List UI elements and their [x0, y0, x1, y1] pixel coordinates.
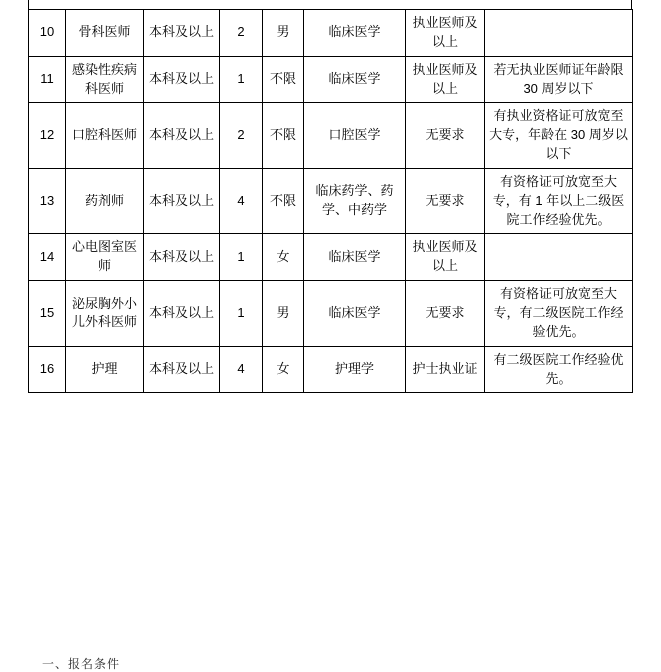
cell-number: 4 — [220, 346, 263, 393]
cell-no: 16 — [29, 346, 66, 393]
cell-no: 13 — [29, 168, 66, 234]
cell-no: 15 — [29, 281, 66, 347]
cell-education: 本科及以上 — [144, 346, 220, 393]
cell-education: 本科及以上 — [144, 10, 220, 57]
cell-sex: 不限 — [263, 56, 304, 103]
cell-note — [485, 234, 633, 281]
cell-major: 临床医学 — [304, 281, 406, 347]
cell-education: 本科及以上 — [144, 234, 220, 281]
table-row — [29, 168, 633, 234]
cell-certificate: 执业医师及以上 — [406, 56, 485, 103]
cell-education: 本科及以上 — [144, 168, 220, 234]
cell-post: 感染性疾病科医师 — [66, 56, 144, 103]
cell-certificate: 护士执业证 — [406, 346, 485, 393]
cell-certificate: 执业医师及以上 — [406, 10, 485, 57]
cell-post: 护理 — [66, 346, 144, 393]
cell-certificate: 执业医师及以上 — [406, 234, 485, 281]
table-row — [29, 234, 633, 281]
cell-post: 骨科医师 — [66, 10, 144, 57]
cell-post: 药剂师 — [66, 168, 144, 234]
cell-number: 1 — [220, 234, 263, 281]
cell-major: 临床医学 — [304, 10, 406, 57]
cell-note: 有二级医院工作经验优先。 — [485, 346, 633, 393]
cell-education: 本科及以上 — [144, 56, 220, 103]
cell-note: 有资格证可放宽至大专，有二级医院工作经验优先。 — [485, 281, 633, 347]
cell-note: 若无执业医师证年龄限 30 周岁以下 — [485, 56, 633, 103]
cell-no: 11 — [29, 56, 66, 103]
table-row — [29, 281, 633, 347]
cell-number: 2 — [220, 10, 263, 57]
cell-post: 口腔科医师 — [66, 103, 144, 169]
cell-major: 临床医学 — [304, 234, 406, 281]
cell-note: 有资格证可放宽至大专，有 1 年以上二级医院工作经验优先。 — [485, 168, 633, 234]
cell-major: 护理学 — [304, 346, 406, 393]
cell-major: 口腔医学 — [304, 103, 406, 169]
cell-education: 本科及以上 — [144, 103, 220, 169]
recruitment-requirements-table — [28, 9, 633, 393]
cell-note — [485, 10, 633, 57]
cell-number: 2 — [220, 103, 263, 169]
cell-no: 10 — [29, 10, 66, 57]
table-row — [29, 103, 633, 169]
cell-sex: 不限 — [263, 103, 304, 169]
cell-note: 有执业资格证可放宽至大专，年龄在 30 周岁以以下 — [485, 103, 633, 169]
table-top-continuation-rule — [28, 0, 632, 9]
table-row — [29, 346, 633, 393]
cell-sex: 女 — [263, 234, 304, 281]
cell-number: 1 — [220, 56, 263, 103]
table-row — [29, 10, 633, 57]
cell-post: 心电图室医师 — [66, 234, 144, 281]
cell-no: 12 — [29, 103, 66, 169]
footer-section-heading: 一、报名条件 — [42, 657, 121, 671]
cell-sex: 不限 — [263, 168, 304, 234]
cell-no: 14 — [29, 234, 66, 281]
cell-certificate: 无要求 — [406, 168, 485, 234]
cell-number: 4 — [220, 168, 263, 234]
cell-sex: 男 — [263, 281, 304, 347]
cell-major: 临床医学 — [304, 56, 406, 103]
cell-sex: 女 — [263, 346, 304, 393]
cell-education: 本科及以上 — [144, 281, 220, 347]
table-row — [29, 56, 633, 103]
cell-number: 1 — [220, 281, 263, 347]
cell-certificate: 无要求 — [406, 103, 485, 169]
cell-post: 泌尿胸外小儿外科医师 — [66, 281, 144, 347]
cell-major: 临床药学、药学、中药学 — [304, 168, 406, 234]
cell-certificate: 无要求 — [406, 281, 485, 347]
cell-sex: 男 — [263, 10, 304, 57]
